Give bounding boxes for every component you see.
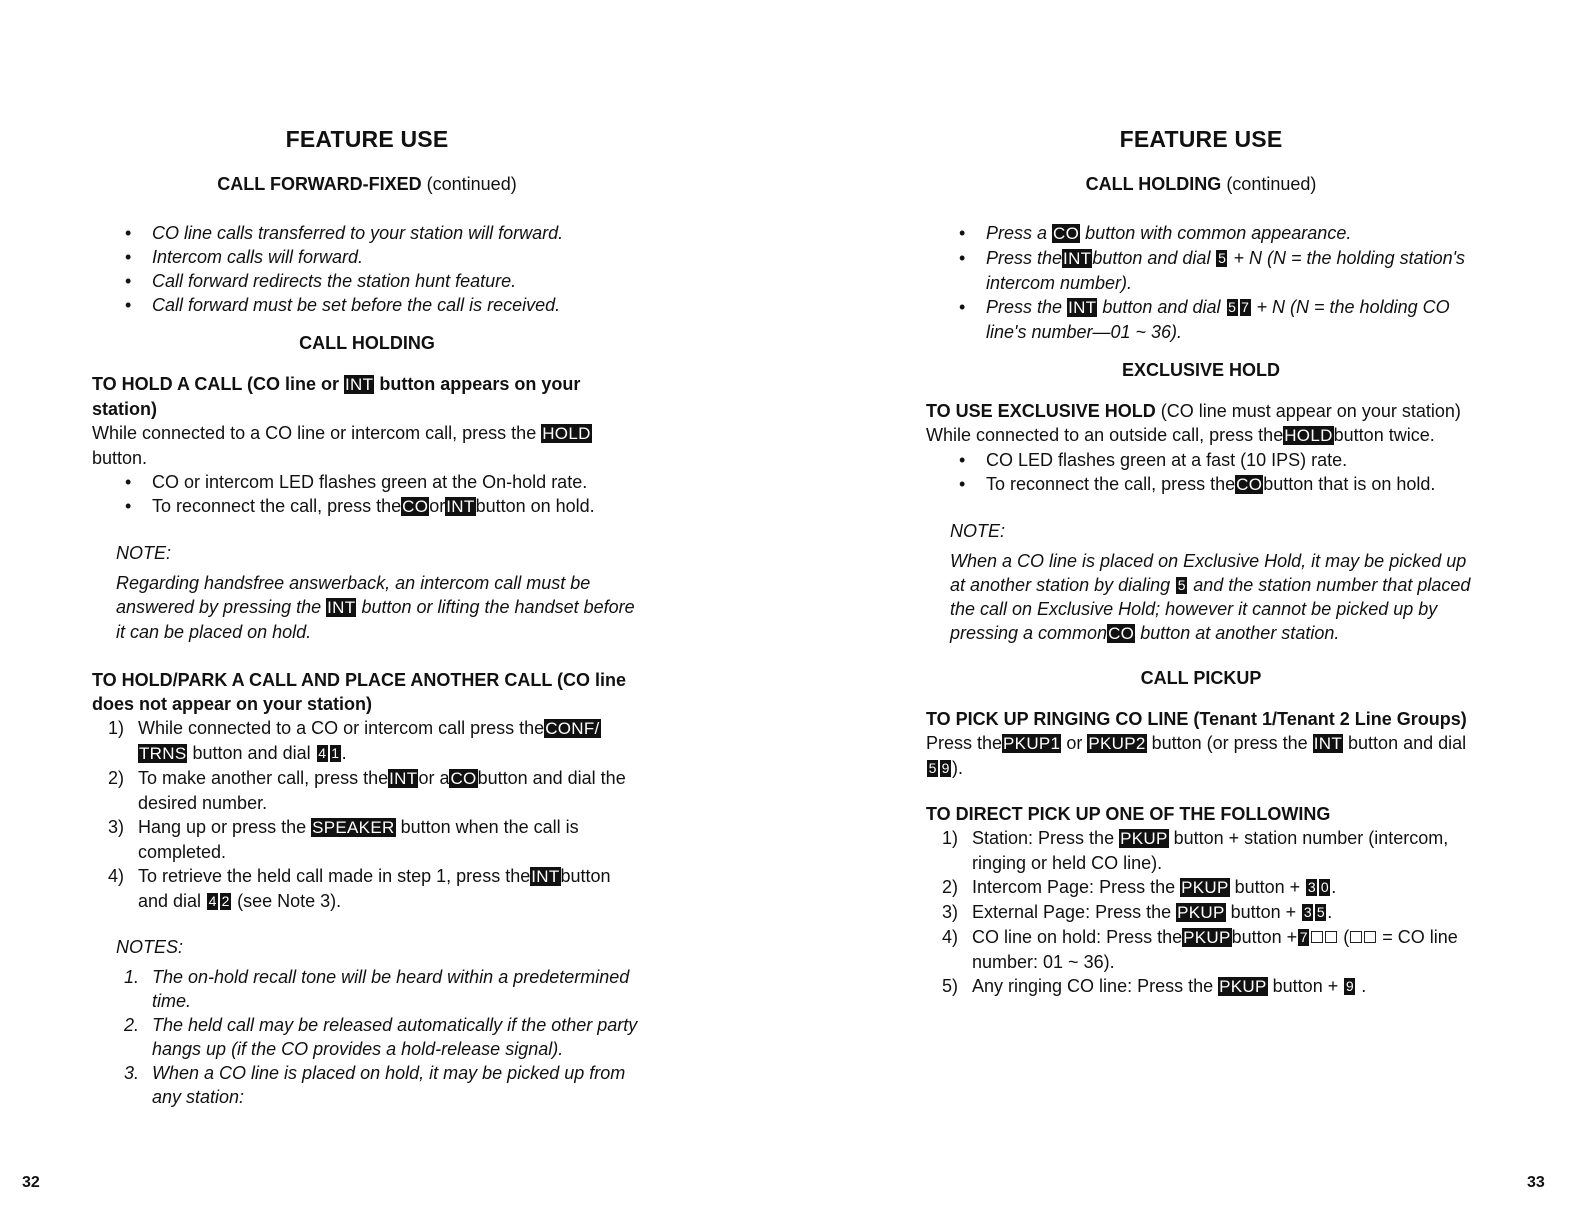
list-item: 4) CO line on hold: Press thePKUPbutton + 7 ( = CO line number: 01 ~ 36). — [942, 927, 1458, 972]
pkup-key: PKUP — [1219, 977, 1267, 996]
page-number: 32 — [22, 1174, 40, 1191]
page-number: 33 — [1527, 1174, 1545, 1191]
digit-key: 1 — [331, 745, 340, 761]
section-title-call-pickup: CALL PICKUP — [1140, 668, 1262, 688]
hold-call-body: While connected to a CO line or intercom call, press the HOLD button. — [92, 423, 591, 468]
pkup-key: PKUP — [1183, 928, 1231, 947]
digit-key: 5 — [1218, 250, 1226, 266]
list-item: • CO or intercom LED flashes green at the On-hold rate. — [92, 470, 642, 494]
list-item: • Press theINTbutton and dial 5 + N (N = the holding station's intercom number). — [926, 246, 1476, 295]
list-item: 3) External Page: Press the PKUP button + 3 5 . — [942, 902, 1333, 922]
list-item: 3) Hang up or press the SPEAKER button when the call is completed. — [108, 817, 579, 862]
pkup-key: PKUP — [1177, 903, 1225, 922]
direct-pickup-heading: TO DIRECT PICK UP ONE OF THE FOLLOWING — [926, 804, 1331, 824]
digit-key: 0 — [1320, 879, 1329, 895]
pkup-key: PKUP — [1120, 829, 1168, 848]
pkup1-key: PKUP1 — [1003, 734, 1061, 753]
digit-key: 3 — [1303, 904, 1312, 920]
trns-key: TRNS — [139, 744, 187, 763]
digit-key: 5 — [1177, 577, 1186, 593]
blank-digit-box — [1325, 931, 1337, 943]
list-item: 3. When a CO line is placed on hold, it may be picked up from any station: — [124, 1063, 626, 1107]
int-key: INT — [446, 497, 475, 516]
right-page — [792, 0, 1583, 1215]
pkup2-key: PKUP2 — [1088, 734, 1146, 753]
co-key: CO — [1053, 224, 1080, 243]
list-item: • CO LED flashes green at a fast (10 IPS) rate. — [926, 448, 1476, 472]
digit-key: 9 — [941, 760, 950, 776]
int-key: INT — [345, 375, 374, 394]
section-title-exclusive-hold: EXCLUSIVE HOLD — [1121, 360, 1281, 380]
list-item: • Call forward must be set before the call is received. — [92, 293, 642, 317]
pickup-ringing-body: Press thePKUP1 or PKUP2 button (or press the INT button and dial 5 9 ). — [926, 733, 1467, 778]
digit-key: 5 — [928, 760, 937, 776]
co-key: CO — [1108, 624, 1135, 643]
int-key: INT — [1063, 249, 1092, 268]
hold-key: HOLD — [1284, 426, 1333, 445]
exclusive-hold-body: While connected to an outside call, press theHOLDbutton twice. — [926, 425, 1435, 445]
digit-key: 7 — [1241, 299, 1249, 315]
list-item: • CO line calls transferred to your station will forward. — [92, 221, 642, 245]
list-item: 2. The held call may be released automatically if the other party hangs up (if the CO provides a hold-release signal). — [124, 1015, 638, 1059]
direct-pickup-steps — [926, 826, 1476, 999]
list-item: • To reconnect the call, press theCOorINTbutton on hold. — [92, 494, 642, 519]
list-item: 5) Any ringing CO line: Press the PKUP button + 9 . — [942, 976, 1367, 996]
int-key: INT — [389, 769, 418, 788]
co-key: CO — [1236, 475, 1263, 494]
holding-bullets — [926, 221, 1476, 344]
left-column — [92, 0, 642, 1109]
section-subtitle: CALL HOLDING (continued) — [1085, 174, 1317, 194]
speaker-key: SPEAKER — [312, 818, 395, 837]
blank-digit-box — [1311, 931, 1323, 943]
park-call-heading: TO HOLD/PARK A CALL AND PLACE ANOTHER CALL (CO line does not appear on your station) — [92, 670, 626, 714]
int-key: INT — [1068, 298, 1097, 317]
exclusive-hold-heading: TO USE EXCLUSIVE HOLD (CO line must appear on your station) — [926, 401, 1461, 421]
list-item: • Intercom calls will forward. — [92, 245, 642, 269]
digit-key: 5 — [1228, 299, 1236, 315]
list-item: • Press a CO button with common appearance. — [926, 221, 1476, 246]
digit-key: 7 — [1299, 929, 1308, 945]
list-item: 1. The on-hold recall tone will be heard within a predetermined time. — [124, 967, 630, 1011]
digit-key: 4 — [318, 745, 327, 761]
section-title-call-holding: CALL HOLDING — [299, 333, 435, 353]
conf-key: CONF/ — [545, 719, 600, 738]
int-key: INT — [327, 598, 356, 617]
list-item: 1) Station: Press the PKUP button + station number (intercom, ringing or held CO line). — [942, 828, 1449, 873]
co-key: CO — [450, 769, 477, 788]
list-item: • Press the INT button and dial 5 7 + N (N = the holding CO line's number—01 ~ 36). — [926, 295, 1476, 344]
list-item: 4) To retrieve the held call made in step 1, press theINTbutton and dial 4 2 (see Note 3). — [108, 866, 611, 911]
section-subtitle: CALL FORWARD-FIXED (continued) — [217, 174, 517, 194]
list-item: 2) Intercom Page: Press the PKUP button + 3 0 . — [942, 877, 1337, 897]
right-column — [926, 0, 1476, 999]
note-handsfree: NOTE: Regarding handsfree answerback, an intercom call must be answered by pressing the INT button or lifting the handset before it can be placed on hold. — [116, 543, 635, 642]
digit-key: 9 — [1345, 978, 1354, 994]
left-page — [0, 0, 790, 1215]
co-key: CO — [402, 497, 429, 516]
list-item: • Call forward redirects the station hunt feature. — [92, 269, 642, 293]
int-key: INT — [1313, 734, 1343, 753]
park-steps — [92, 716, 642, 913]
digit-key: 5 — [1316, 904, 1325, 920]
list-item: 1) While connected to a CO or intercom call press theCONF/ TRNS button and dial 4 1 . — [108, 718, 600, 763]
digit-key: 4 — [208, 893, 217, 909]
blank-digit-box — [1364, 931, 1376, 943]
forward-bullets — [92, 221, 642, 317]
page-header: FEATURE USE — [1119, 126, 1283, 152]
digit-key: 3 — [1307, 879, 1316, 895]
note-exclusive: NOTE: When a CO line is placed on Exclusive Hold, it may be picked up at another station by dialing 5 and the station number that placed the call on Exclusive Hold; however it cannot be picked up by pressing a commonCO button at another station. — [950, 521, 1471, 643]
hold-call-heading: TO HOLD A CALL (CO line or INT button appears on your station) — [92, 374, 581, 419]
hold-key: HOLD — [542, 424, 591, 443]
digit-key: 2 — [221, 893, 230, 909]
int-key: INT — [531, 867, 560, 886]
notes-block: NOTES: 1. The on-hold recall tone will be heard within a predetermined time. 2. The held call may be released automatically if the other party hangs up (if the CO provides a hold-release signal). 3. When a CO line is placed on hold, it may be picked up from any station: — [116, 935, 642, 1109]
exclusive-bullets — [926, 448, 1476, 497]
hold-bullets — [92, 470, 642, 519]
list-item: • To reconnect the call, press theCObutton that is on hold. — [926, 472, 1476, 497]
blank-digit-box — [1350, 931, 1362, 943]
list-item: 2) To make another call, press theINTor aCObutton and dial the desired number. — [108, 768, 626, 813]
page-header: FEATURE USE — [285, 126, 449, 152]
pickup-ringing-heading: TO PICK UP RINGING CO LINE (Tenant 1/Tenant 2 Line Groups) — [926, 709, 1467, 729]
pkup-key: PKUP — [1181, 878, 1229, 897]
